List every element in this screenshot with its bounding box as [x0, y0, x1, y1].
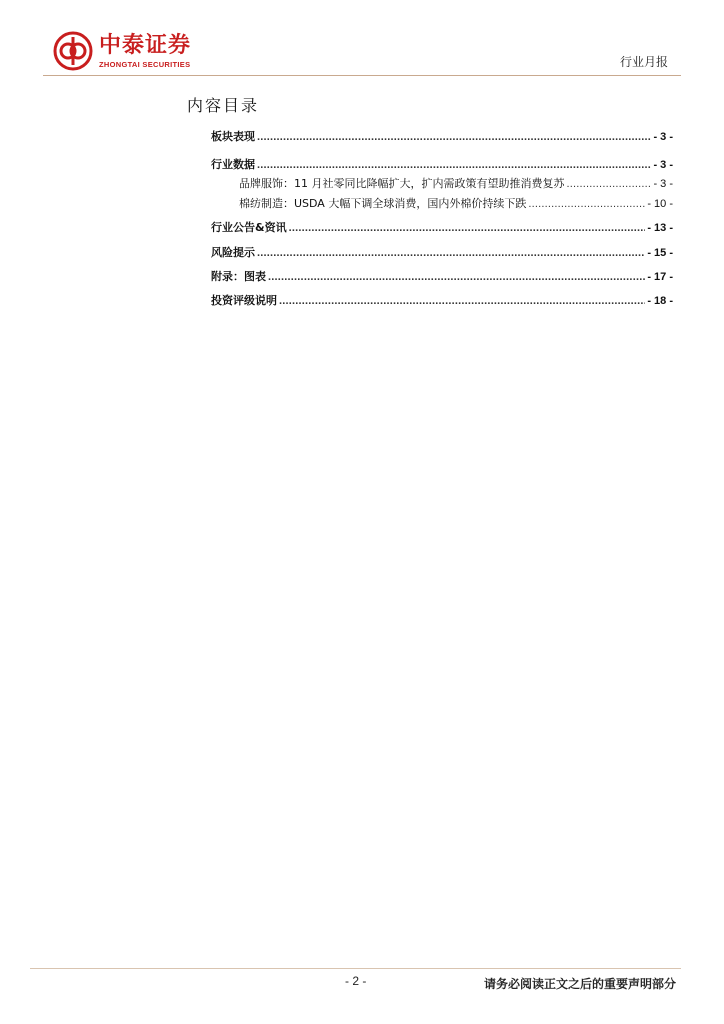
toc-entry-label: 风险提示	[211, 246, 255, 259]
page-number: - 2 -	[345, 974, 367, 988]
toc-title: 内容目录	[187, 96, 260, 115]
toc-entry-page: - 18 -	[647, 295, 673, 307]
toc-entry-label: 行业公告&资讯	[211, 221, 287, 234]
toc-leader-dots	[567, 178, 652, 190]
toc-entry-label: 行业数据	[211, 158, 255, 171]
toc-subentry[interactable]	[239, 175, 673, 191]
toc-leader-dots	[257, 247, 645, 259]
toc-leader-dots	[257, 131, 651, 143]
toc-entry[interactable]	[211, 128, 673, 144]
toc-entry-label: 板块表现	[211, 130, 255, 143]
toc-entry-label: 品牌服饰：11 月社零同比降幅扩大，扩内需政策有望助推消费复苏	[239, 177, 565, 190]
header-divider	[43, 75, 681, 76]
logo-chinese-name: 中泰证券	[99, 32, 192, 58]
toc-entry[interactable]	[211, 156, 673, 172]
toc-subentry[interactable]	[239, 195, 673, 211]
toc-entry-label: 棉纺制造：USDA 大幅下调全球消费，国内外棉价持续下跌	[239, 197, 527, 210]
toc-leader-dots	[279, 295, 645, 307]
toc-leader-dots	[289, 222, 646, 234]
company-logo	[53, 29, 191, 73]
toc-entry[interactable]	[211, 268, 673, 284]
toc-entry[interactable]	[211, 219, 673, 235]
toc-entry-page: - 3 -	[653, 178, 673, 190]
toc-leader-dots	[268, 271, 645, 283]
toc-entry-page: - 3 -	[653, 159, 673, 171]
toc-entry-page: - 3 -	[653, 131, 673, 143]
report-type: 行业月报	[619, 55, 668, 69]
disclaimer-note: 请务必阅读正文之后的重要声明部分	[483, 977, 676, 991]
toc-entry-page: - 15 -	[647, 247, 673, 259]
toc-entry-page: - 17 -	[647, 271, 673, 283]
footer-divider	[30, 968, 681, 969]
logo-english-name: ZHONGTAI SECURITIES	[99, 59, 191, 69]
toc-entry-page: - 10 -	[647, 198, 673, 210]
toc-leader-dots	[528, 198, 645, 210]
toc-entry-page: - 13 -	[647, 222, 673, 234]
toc-entry-label: 投资评级说明	[211, 294, 277, 307]
toc-entry[interactable]	[211, 292, 673, 308]
toc-entry[interactable]	[211, 244, 673, 260]
zhongtai-logo-icon	[53, 31, 93, 71]
toc-leader-dots	[257, 159, 651, 171]
toc-entry-label: 附录：图表	[211, 270, 266, 283]
